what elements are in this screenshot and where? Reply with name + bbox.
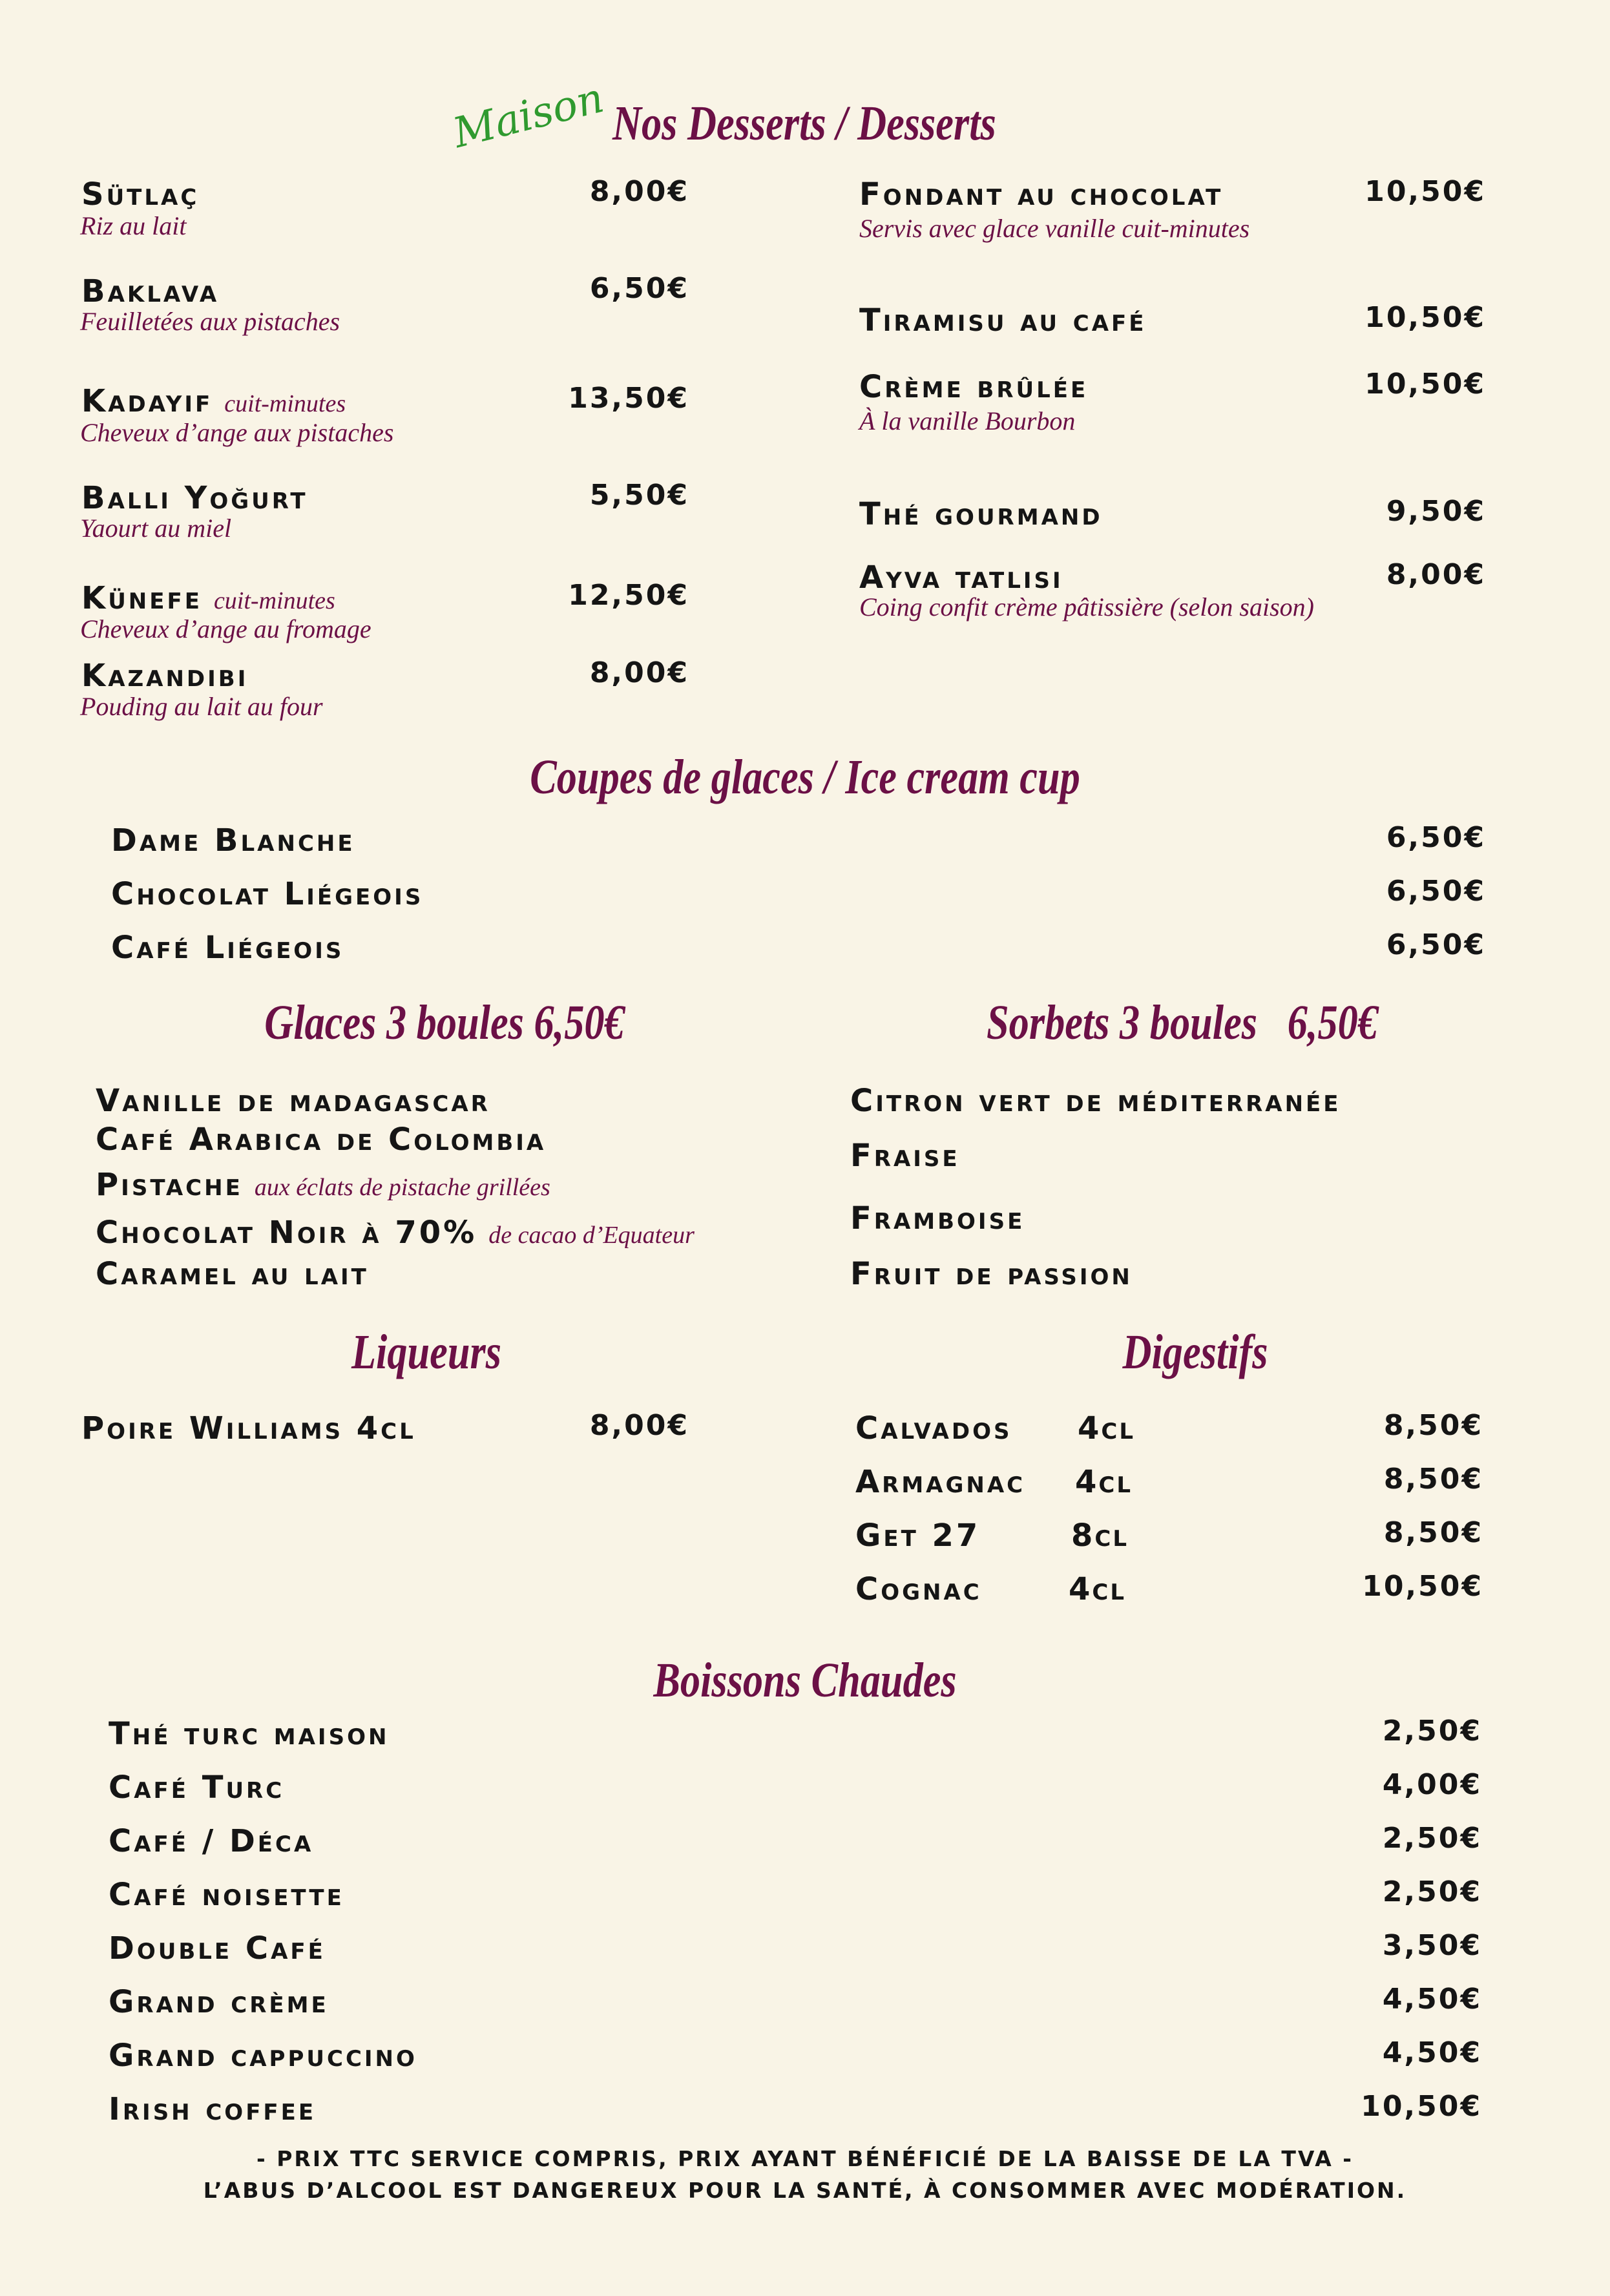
maison-script-label: Maison [448, 74, 609, 158]
dessert-item-price: 13,50€ [568, 382, 689, 415]
liqueurs-heading: Liqueurs [351, 1325, 502, 1379]
digestif-item-qty: 4cl [1069, 1571, 1127, 1607]
dessert-item-name: Fondant au chocolat [859, 176, 1224, 213]
boisson-item-price: 2,50€ [1382, 1822, 1482, 1855]
dessert-item-name: Crème brûlée [859, 369, 1089, 405]
dessert-item-price: 8,00€ [589, 656, 689, 689]
glace-flavor: Pistache aux éclats de pistache grillées [96, 1167, 550, 1203]
dessert-item-desc: Servis avec glace vanille cuit-minutes [859, 214, 1250, 243]
glace-flavor: Caramel au lait [96, 1256, 369, 1292]
boisson-item-name: Café / Déca [109, 1823, 314, 1859]
dessert-item-name: Künefe cuit-minutes [81, 580, 335, 616]
dessert-item-name: Tiramisu au café [859, 302, 1147, 339]
coupe-item-price: 6,50€ [1386, 928, 1486, 961]
dessert-item-desc: À la vanille Bourbon [859, 406, 1076, 435]
dessert-item-desc: Cheveux d’ange au fromage [80, 614, 371, 643]
boisson-item-price: 2,50€ [1382, 1715, 1482, 1748]
dessert-item-name: Kazandibi [81, 658, 249, 694]
boisson-item-name: Double Café [109, 1930, 326, 1967]
dessert-item-price: 10,50€ [1364, 175, 1486, 208]
boisson-item-name: Grand cappuccino [109, 2038, 417, 2074]
footer-alcohol-warning: L’ABUS D’ALCOOL EST DANGEREUX POUR LA SANTÉ, À CONSOMMER AVEC MODÉRATION. [203, 2178, 1407, 2203]
dessert-item-price: 5,50€ [589, 479, 689, 512]
sorbet-flavor: Fruit de passion [850, 1256, 1133, 1292]
dessert-item-price: 10,50€ [1364, 301, 1486, 334]
dessert-item-desc: Coing confit crème pâtissière (selon saison) [859, 592, 1314, 621]
boissons-heading: Boissons Chaudes [653, 1653, 957, 1707]
boisson-item-name: Café noisette [109, 1877, 344, 1913]
dessert-item-name: Balli Yoğurt [81, 480, 308, 516]
digestif-item-price: 8,50€ [1383, 1463, 1483, 1496]
digestif-item-name: Cognac [855, 1571, 982, 1607]
digestifs-heading: Digestifs [1122, 1325, 1268, 1379]
digestif-item-qty: 4cl [1078, 1410, 1136, 1446]
coupe-item-name: Chocolat Liégeois [111, 876, 424, 912]
sorbet-flavor: Fraise [850, 1138, 960, 1174]
boisson-item-price: 4,00€ [1382, 1768, 1482, 1801]
sorbet-flavor: Citron vert de méditerranée [850, 1083, 1341, 1119]
dessert-item-price: 10,50€ [1364, 368, 1486, 401]
boisson-item-name: Café Turc [109, 1769, 285, 1806]
coupe-item-name: Café Liégeois [111, 930, 344, 966]
dessert-item-desc: Feuilletées aux pistaches [80, 307, 340, 336]
glace-flavor: Vanille de madagascar [96, 1083, 490, 1119]
dessert-item-desc: Yaourt au miel [80, 514, 232, 543]
digestif-item-price: 8,50€ [1383, 1409, 1483, 1442]
coupe-item-name: Dame Blanche [111, 822, 355, 859]
dessert-item-name: Kadayif cuit-minutes [81, 383, 346, 419]
coupe-item-price: 6,50€ [1386, 821, 1486, 854]
dessert-item-name: Sütlaç [81, 176, 200, 213]
dessert-item-name: Thé gourmand [859, 496, 1103, 532]
dessert-item-desc: Riz au lait [80, 211, 187, 240]
glace-flavor-note: aux éclats de pistache grillées [254, 1174, 550, 1201]
digestif-item-qty: 4cl [1075, 1464, 1133, 1500]
dessert-item-name: Ayva tatlisi [859, 559, 1063, 596]
dessert-item-price: 8,00€ [1386, 558, 1486, 591]
glace-flavor: Café Arabica de Colombia [96, 1122, 547, 1158]
dessert-item-price: 9,50€ [1386, 495, 1486, 528]
dessert-item-price: 6,50€ [589, 272, 689, 305]
sorbet-flavor: Framboise [850, 1200, 1025, 1237]
digestif-item-name: Armagnac [855, 1464, 1026, 1500]
digestif-item-name: Get 27 [855, 1518, 981, 1554]
boisson-item-price: 2,50€ [1382, 1875, 1482, 1908]
digestif-item-price: 8,50€ [1383, 1516, 1483, 1549]
glace-flavor: Chocolat Noir à 70% de cacao d’Equateur [96, 1215, 695, 1251]
boisson-item-price: 3,50€ [1382, 1929, 1482, 1962]
boisson-item-name: Grand crème [109, 1984, 329, 2020]
boisson-item-name: Irish coffee [109, 2091, 317, 2127]
dessert-item-note: cuit-minutes [213, 587, 335, 614]
dessert-item-price: 12,50€ [568, 579, 689, 612]
boisson-item-price: 4,50€ [1382, 2036, 1482, 2069]
sorbets-heading: Sorbets 3 boules 6,50€ [987, 996, 1378, 1050]
dessert-item-note: cuit-minutes [224, 390, 346, 417]
glace-flavor-note: de cacao d’Equateur [488, 1222, 695, 1249]
coupes-heading: Coupes de glaces / Ice cream cup [530, 750, 1080, 804]
dessert-item-name: Baklava [81, 273, 220, 309]
dessert-item-desc: Pouding au lait au four [80, 692, 323, 721]
glaces-heading: Glaces 3 boules 6,50€ [264, 996, 625, 1050]
footer-tax-note: - PRIX TTC SERVICE COMPRIS, PRIX AYANT BÉNÉFICIÉ DE LA BAISSE DE LA TVA - [256, 2146, 1354, 2171]
dessert-item-price: 8,00€ [589, 175, 689, 208]
coupe-item-price: 6,50€ [1386, 875, 1486, 908]
desserts-heading: Nos Desserts / Desserts [612, 96, 996, 151]
liqueur-item-price: 8,00€ [589, 1409, 689, 1442]
boisson-item-price: 10,50€ [1361, 2090, 1482, 2123]
boisson-item-price: 4,50€ [1382, 1983, 1482, 2016]
digestif-item-name: Calvados [855, 1410, 1012, 1446]
liqueur-item-name: Poire Williams 4cl [81, 1410, 416, 1446]
dessert-item-desc: Cheveux d’ange aux pistaches [80, 418, 394, 447]
digestif-item-qty: 8cl [1071, 1518, 1129, 1554]
digestif-item-price: 10,50€ [1362, 1570, 1483, 1603]
boisson-item-name: Thé turc maison [109, 1716, 390, 1752]
